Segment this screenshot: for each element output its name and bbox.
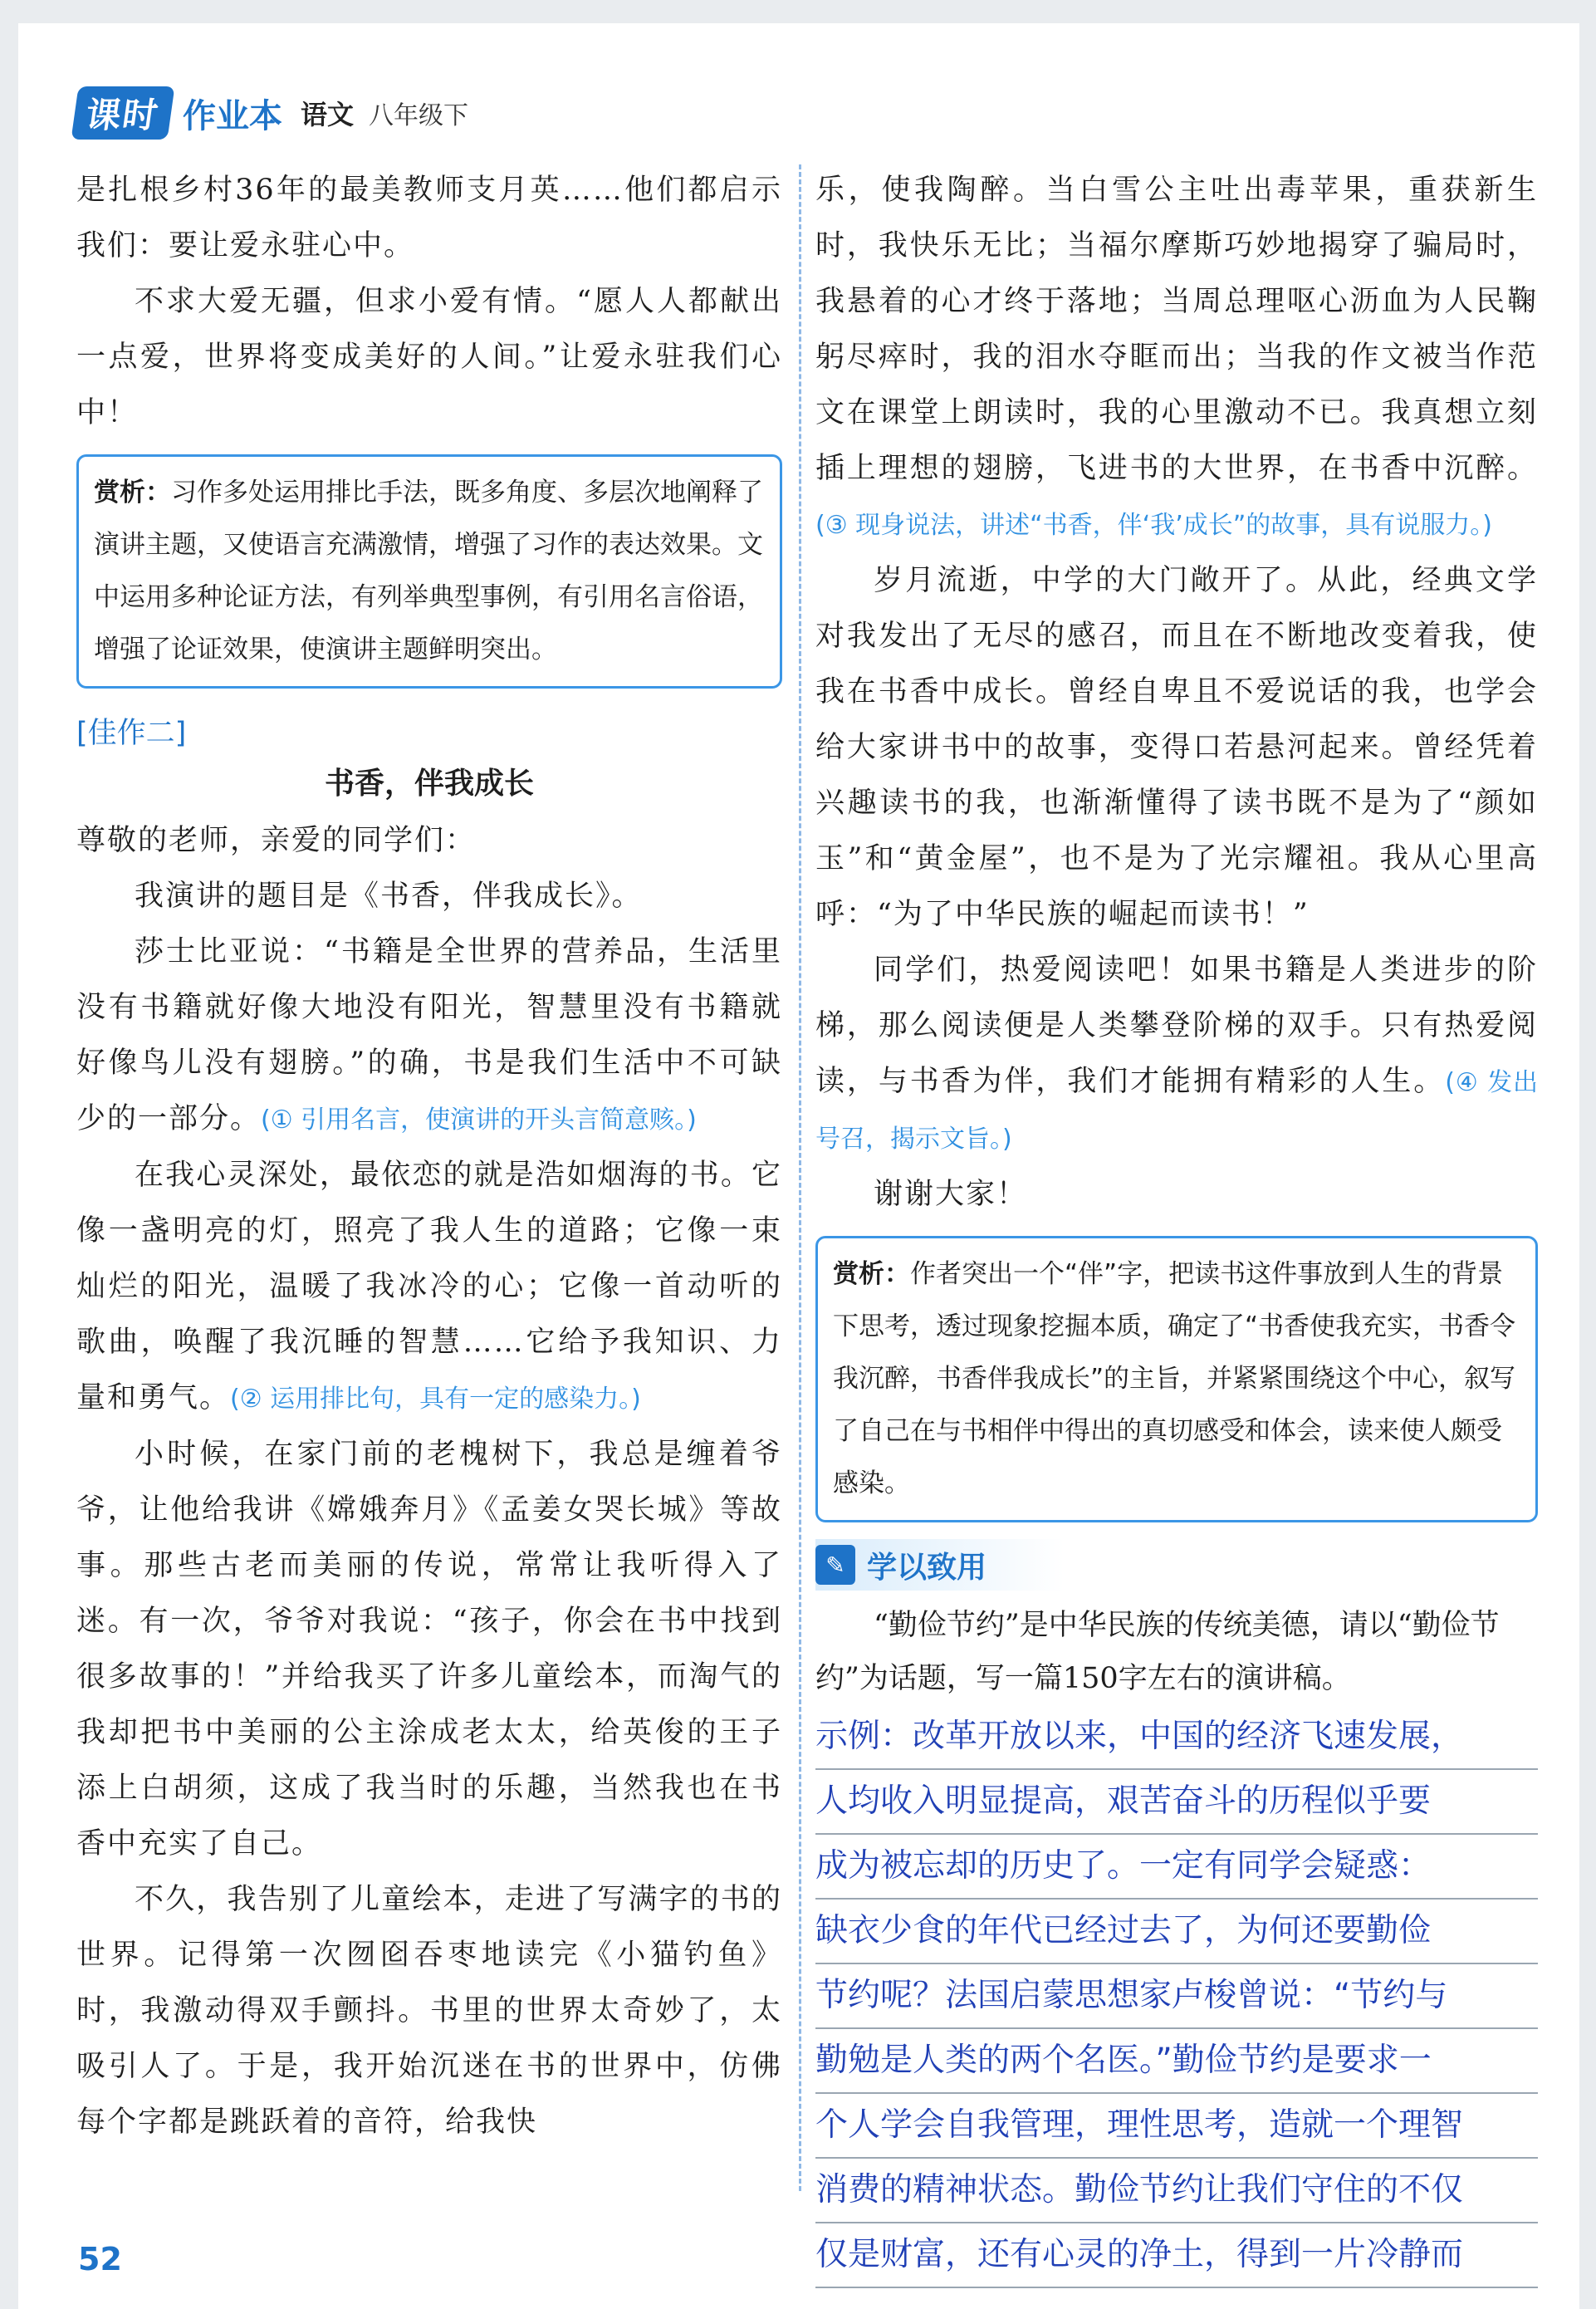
annotation-note: (② 运用排比句，具有一定的感染力。) xyxy=(230,1385,641,1414)
closing: 谢谢大家！ xyxy=(874,1178,1028,1211)
paragraph-text: 乐，使我陶醉。当白雪公主吐出毒苹果，重获新生时，我快乐无比；当福尔摩斯巧妙地揭穿了骗局时，我悬着的心才终于落地；当周总理呕心沥血为人民鞠躬尽瘁时，我的泪水夺眶而出；当我的作文被当作范文在课堂上朗读时，我的心里激动不已。我真想立刻插上理想的翅膀，飞进书的大世界，在书香中沉醉。 xyxy=(815,174,1538,485)
paragraph-text: 莎士比亚说：“书籍是全世界的营养品，生活里没有书籍就好像大地没有阳光，智慧里没有书籍就好像鸟儿没有翅膀。”的确，书是我们生活中不可缺少的一部分。 xyxy=(76,935,782,1135)
commentary-box xyxy=(815,1236,1538,1522)
essay-title: 书香，伴我成长 xyxy=(324,767,534,801)
workbook-page xyxy=(18,23,1579,2309)
commentary-text: 习作多处运用排比手法，既多角度、多层次地阐释了演讲主题，又使语言充满激情，增强了习作的表达效果。文中运用多种论证方法，有列举典型事例，有引用名言俗语，增强了论证效果，使演讲主题鲜明突出。 xyxy=(94,478,763,664)
page-header xyxy=(75,83,468,143)
paragraph xyxy=(76,924,782,1148)
section-header xyxy=(815,1539,1065,1591)
answer-line: 仅是财富，还有心灵的净土，得到一片冷静而 xyxy=(815,2223,1538,2288)
paragraph xyxy=(815,943,1538,1167)
book-title: 作业本 xyxy=(183,96,283,135)
paragraph: 我演讲的题目是《书香，伴我成长》。 xyxy=(135,880,643,913)
answer-line: 成为被忘却的历史了。一定有同学会疑惑： xyxy=(815,1835,1538,1900)
section-title: 学以致用 xyxy=(867,1550,987,1585)
pencil-icon: ✎ xyxy=(815,1545,855,1585)
left-column xyxy=(76,163,782,2150)
paragraph-text: 同学们，热爱阅读吧！如果书籍是人类进步的阶梯，那么阅读便是人类攀登阶梯的双手。只有热爱阅读，与书香为伴，我们才能拥有精彩的人生。 xyxy=(815,954,1538,1098)
answer-line: 人均收入明显提高，艰苦奋斗的历程似乎要 xyxy=(815,1770,1538,1835)
paragraph: 岁月流逝，中学的大门敞开了。从此，经典文学对我发出了无尽的感召，而且在不断地改变着我，使我在书香中成长。曾经自卑且不爱说话的我，也学会给大家讲书中的故事，变得口若悬河起来。曾经凭着兴趣读书的我，也渐渐懂得了读书既不是为了“颜如玉”和“黄金屋”，也不是为了光宗耀祖。我从心里高呼：“为了中华民族的崛起而读书！” xyxy=(815,564,1538,931)
commentary-label: 赏析： xyxy=(94,478,171,507)
annotation-note: (① 引用名言，使演讲的开头言简意赅。) xyxy=(261,1105,697,1135)
answer-line: 消费的精神状态。勤俭节约让我们守住的不仅 xyxy=(815,2159,1538,2223)
greeting: 尊敬的老师，亲爱的同学们： xyxy=(76,824,477,857)
answer-line: 勤勉是人类的两个名医。”勤俭节约是要求一 xyxy=(815,2029,1538,2094)
handwritten-answer xyxy=(815,1705,1538,2288)
paragraph xyxy=(76,1148,782,1427)
paragraph-text: 在我心灵深处，最依恋的就是浩如烟海的书。它像一盏明亮的灯，照亮了我人生的道路；它像一束灿烂的阳光，温暖了我冰冷的心；它像一首动听的歌曲，唤醒了我沉睡的智慧……它给予我知识、力量和勇气。 xyxy=(76,1159,782,1414)
brand-logo: 课时 xyxy=(71,86,175,140)
answer-line: 缺衣少食的年代已经过去了，为何还要勤俭 xyxy=(815,1900,1538,1964)
paragraph xyxy=(815,163,1538,553)
paragraph: 不久，我告别了儿童绘本，走进了写满字的书的世界。记得第一次囫囵吞枣地读完《小猫钓鱼》时，我激动得双手颤抖。书里的世界太奇妙了，太吸引人了。于是，我开始沉迷在书的世界中，仿佛每个字都是跳跃着的音符，给我快 xyxy=(76,1883,782,2139)
commentary-box xyxy=(76,454,782,689)
essay-tag: [佳作二] xyxy=(76,717,187,750)
right-column xyxy=(815,163,1538,2288)
paragraph: 是扎根乡村36年的最美教师支月英……他们都启示我们：要让爱永驻心中。 xyxy=(76,174,782,262)
answer-line: 节约呢？法国启蒙思想家卢梭曾说：“节约与 xyxy=(815,1964,1538,2029)
paragraph: 不求大爱无疆，但求小爱有情。“愿人人都献出一点爱，世界将变成美好的人间。”让爱永驻我们心中！ xyxy=(76,285,782,429)
task-prompt: “勤俭节约”是中华民族的传统美德，请以“勤俭节约”为话题，写一篇150字左右的演讲稿。 xyxy=(815,1609,1500,1695)
annotation-note: (④ 发出号召，揭示文旨。) xyxy=(815,1068,1538,1154)
annotation-note: (③ 现身说法，讲述“书香，伴‘我’成长”的故事，具有说服力。) xyxy=(815,511,1492,540)
commentary-label: 赏析： xyxy=(833,1259,910,1289)
paragraph: 小时候，在家门前的老槐树下，我总是缠着爷爷，让他给我讲《嫦娥奔月》《孟姜女哭长城》等故事。那些古老而美丽的传说，常常让我听得入了迷。有一次，爷爷对我说：“孩子，你会在书中找到很多故事的！”并给我买了许多儿童绘本，而淘气的我却把书中美丽的公主涂成老太太，给英俊的王子添上白胡须，这成了我当时的乐趣，当然我也在书香中充实了自己。 xyxy=(76,1438,782,1860)
subject-label: 语文 xyxy=(301,99,355,130)
answer-line: 个人学会自我管理，理性思考，造就一个理智 xyxy=(815,2094,1538,2159)
commentary-text: 作者突出一个“伴”字，把读书这件事放到人生的背景下思考，透过现象挖掘本质，确定了“书香使我充实，书香令我沉醉，书香伴我成长”的主旨，并紧紧围绕这个中心，叙写了自己在与书相伴中得出的真切感受和体会，读来使人颇受感染。 xyxy=(833,1259,1516,1498)
column-divider xyxy=(799,164,801,2191)
grade-label: 八年级下 xyxy=(369,101,469,130)
answer-line: 示例：改革开放以来，中国的经济飞速发展， xyxy=(815,1705,1538,1770)
page-number: 52 xyxy=(78,2241,122,2277)
